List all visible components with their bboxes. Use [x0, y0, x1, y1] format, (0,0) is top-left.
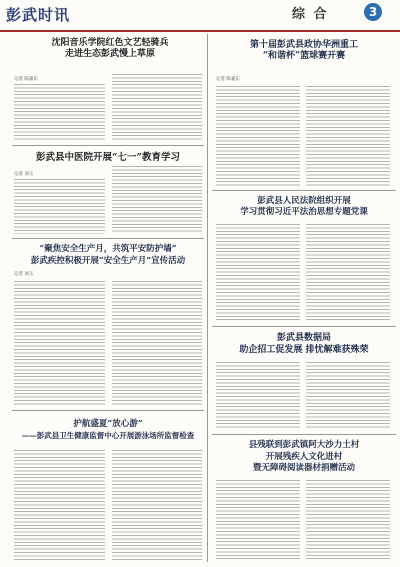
headline-line: “聚焦安全生产月，共筑平安防护墙”	[39, 244, 177, 254]
article-headline-8	[212, 440, 396, 475]
page-number-badge: 3	[364, 3, 382, 21]
headline-line: 学习贯彻习近平法治思想专题党课	[240, 207, 368, 217]
article-byline-3: 记者 陈嘉东	[216, 77, 240, 82]
article-body-text	[216, 362, 300, 430]
article-body-text	[306, 224, 390, 322]
article-headline-3	[212, 40, 396, 62]
headline-line: 助企招工促发展 排忧解难获殊荣	[239, 345, 369, 355]
headline-line: 彭武疾控积极开展“安全生产月”宣传活动	[30, 256, 186, 266]
headline-line: 沈阳音乐学院红色文艺轻骑兵	[51, 38, 169, 48]
section-title: 综 合	[292, 7, 329, 22]
headline-line: 彭武县数据局	[276, 333, 331, 343]
article-body-text	[306, 362, 390, 430]
headline-line: 彭武县中医院开展“七一”教育学习	[36, 152, 180, 163]
article-headline-5	[10, 243, 206, 267]
article-byline-1: 记者 陈嘉东	[14, 77, 38, 82]
article-byline-5: 记者 刘玉	[14, 272, 34, 277]
headline-line: ——彭武县卫生健康监督中心开展游泳场所监督检查	[21, 431, 195, 440]
divider	[212, 326, 396, 327]
headline-line: 暨无障碍阅读器材捐赠活动	[252, 463, 355, 473]
article-body-text	[216, 480, 300, 560]
article-body-text	[216, 86, 300, 186]
newspaper-masthead: 彭武时讯	[6, 6, 71, 24]
article-body-text	[14, 450, 105, 560]
column-divider	[207, 34, 208, 562]
headline-line: 护航盛夏“放心游”	[73, 419, 143, 429]
article-body-text	[14, 179, 105, 234]
article-byline-2: 记者 刘玉	[14, 172, 34, 177]
headline-line: 彭武县人民法院组织开展	[257, 196, 351, 206]
article-headline-6	[212, 332, 396, 356]
divider	[212, 434, 396, 435]
article-body-text	[14, 281, 105, 406]
article-body-text	[14, 84, 105, 142]
article-body-text	[216, 224, 300, 322]
article-body-text	[112, 166, 202, 234]
article-body-text	[306, 480, 390, 560]
divider	[12, 145, 204, 146]
article-body-text	[306, 86, 390, 186]
divider	[12, 410, 204, 411]
article-headline-7	[10, 418, 206, 442]
divider	[12, 238, 204, 239]
headline-line: 县残联到彭武镇阿大沙力土村	[248, 440, 360, 450]
headline-line: “和谐杯”篮球赛开赛	[262, 51, 346, 61]
page-header	[0, 0, 400, 32]
article-headline-1	[10, 38, 210, 60]
article-body-text	[112, 281, 202, 406]
headline-line: 第十届彭武县政协华洲重工	[249, 40, 358, 50]
divider	[212, 190, 396, 191]
headline-line: 走进生态彭武慢上草原	[64, 49, 155, 59]
headline-line: 开展残疾人文化进村	[265, 451, 343, 462]
article-headline-4	[212, 196, 396, 218]
article-body-text	[112, 450, 202, 560]
article-headline-2	[12, 152, 204, 163]
article-body-text	[112, 74, 202, 142]
